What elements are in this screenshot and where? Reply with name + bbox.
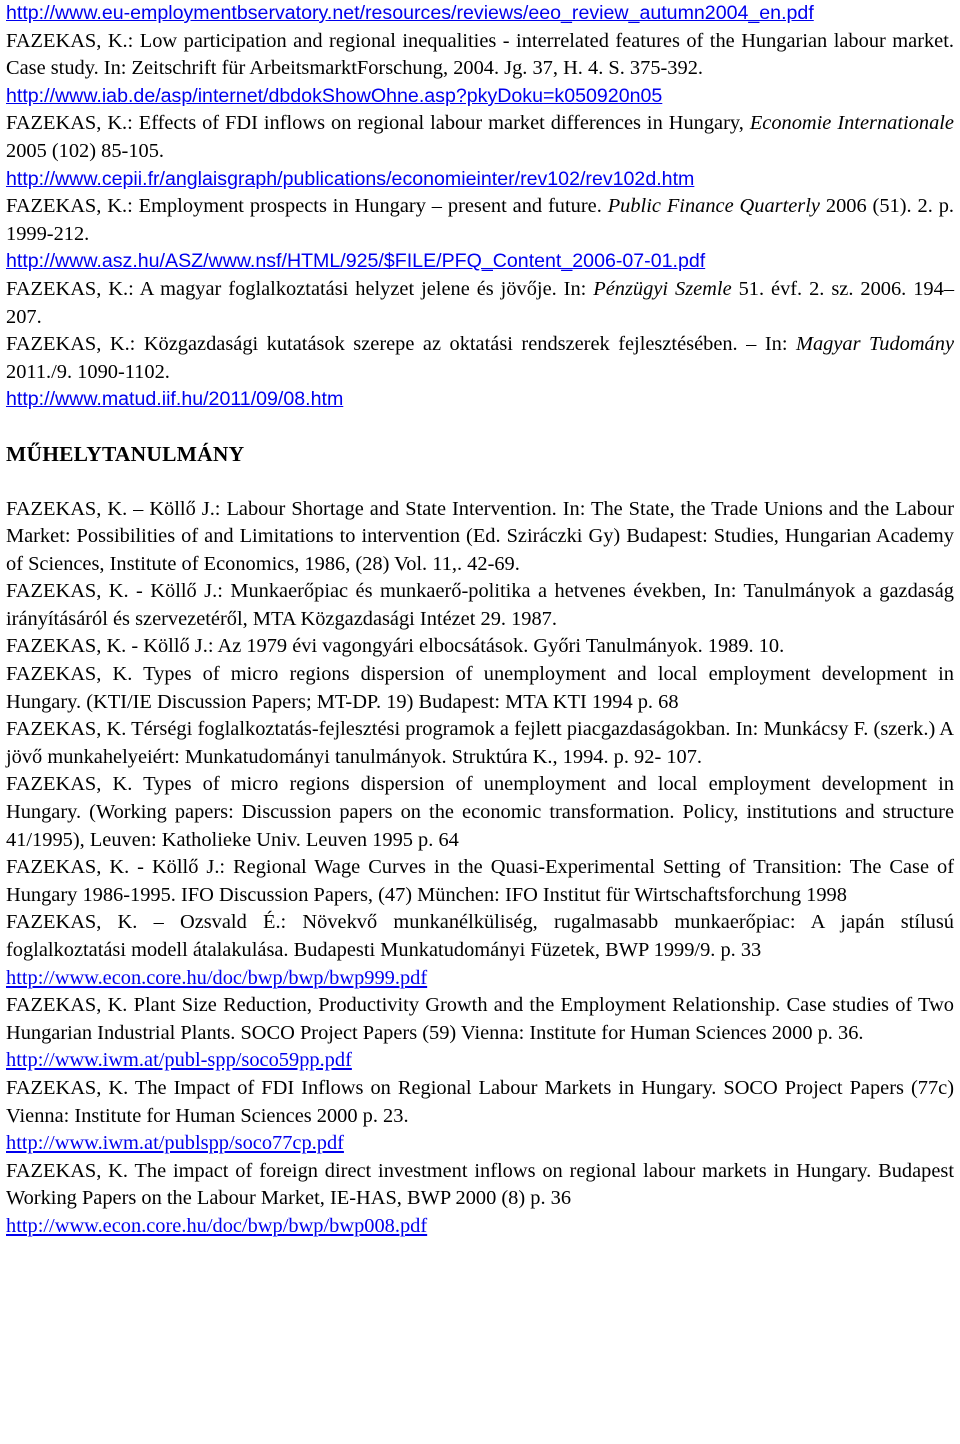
reference-text: FAZEKAS, K. Types of micro regions dispersion of unemployment and local employment development in Hungary. (Working papers: Discussion papers on the economic transformation. Policy, institutions and structure 41/1995), Leuven: Katholieke Univ. Leuven 1995 p. 64 <box>6 773 954 851</box>
citation-details: 2011./9. 1090-1102. <box>6 360 170 383</box>
reference-link[interactable]: http://www.econ.core.hu/doc/bwp/bwp/bwp008.pdf <box>6 1214 428 1237</box>
reference-entry <box>6 1158 954 1241</box>
reference-entry <box>6 633 954 661</box>
reference-link[interactable]: http://www.asz.hu/ASZ/www.nsf/HTML/925/$FILE/PFQ_Content_2006-07-01.pdf <box>6 250 706 273</box>
reference-entry <box>6 854 954 909</box>
reference-text: FAZEKAS, K. – Ozsvald É.: Növekvő munkanélküliség, rugalmasabb munkaerőpiac: A japán stílusú foglalkoztatási modell átalakulása. Budapesti Munkatudományi Füzetek, BWP 1999/9. p. 33 <box>6 911 954 961</box>
reference-text: FAZEKAS, K. - Köllő J.: Munkaerőpiac és munkaerő-politika a hetvenes években, In: Tanulmányok a gazdaság irányításáról és szervezetéről, MTA Közgazdasági Intézet 29. 1987. <box>6 580 954 630</box>
reference-entry <box>6 578 954 633</box>
reference-link[interactable]: http://www.iab.de/asp/internet/dbdokShowOhne.asp?pkyDoku=k050920n05 <box>6 84 663 107</box>
reference-text <box>6 110 954 165</box>
reference-link[interactable]: http://www.iwm.at/publ-spp/soco59pp.pdf <box>6 1049 352 1072</box>
reference-text: FAZEKAS, K. Térségi foglalkoztatás-fejlesztési programok a fejlett piacgazdaságokban. In: Munkácsy F. (szerk.) A jövő munkahelyeiért: Munkatudományi tanulmányok. Struktúra K., 1994. p. 92- 107. <box>6 718 954 768</box>
reference-entry <box>6 496 954 579</box>
journal-title: Economie Internationale <box>749 112 954 135</box>
reference-text: FAZEKAS, K. - Köllő J.: Regional Wage Curves in the Quasi-Experimental Setting of Transition: The Case of Hungary 1986-1995. IFO Discussion Papers, (47) München: IFO Institut für Wirtschaftsforchung 1998 <box>6 856 954 906</box>
reference-entry <box>6 1075 954 1158</box>
reference-entry <box>6 110 954 193</box>
reference-entry <box>6 276 954 331</box>
reference-text: FAZEKAS, K. The impact of foreign direct investment inflows on regional labour markets in Hungary. Budapest Working Papers on the Labour Market, IE-HAS, BWP 2000 (8) p. 36 <box>6 1159 954 1210</box>
reference-entry <box>6 716 954 771</box>
reference-link[interactable]: http://www.iwm.at/publspp/soco77cp.pdf <box>6 1132 344 1155</box>
citation-text: FAZEKAS, K.: Effects of FDI inflows on regional labour market differences in Hungary, <box>6 112 750 135</box>
reference-entry <box>6 661 954 716</box>
citation-details: 2005 (102) 85-105. <box>6 139 165 162</box>
citation-text: FAZEKAS, K.: Közgazdasági kutatások szerepe az oktatási rendszerek fejlesztésében. – In: <box>6 333 796 356</box>
reference-link[interactable]: http://www.matud.iif.hu/2011/09/08.htm <box>6 388 344 411</box>
journal-title: Magyar Tudomány <box>795 333 954 356</box>
journal-title: Public Finance Quarterly <box>607 195 820 218</box>
reference-text: FAZEKAS, K. Plant Size Reduction, Productivity Growth and the Employment Relationship. Case studies of Two Hungarian Industrial Plants. SOCO Project Papers (59) Vienna: Institute for Human Sciences 2000 p. 36. <box>6 994 954 1044</box>
reference-entry <box>6 0 954 110</box>
reference-text: FAZEKAS, K.: Low participation and regional inequalities - interrelated features of the Hungarian labour market. Case study. In: Zeitschrift für ArbeitsmarktForschung, 2004. Jg. 37, H. 4. S. 375-392. <box>6 29 954 80</box>
reference-entry <box>6 193 954 276</box>
reference-text: FAZEKAS, K. - Köllő J.: Az 1979 évi vagongyári elbocsátások. Győri Tanulmányok. 1989. 10. <box>6 635 785 658</box>
reference-text <box>6 331 954 386</box>
section-heading: MŰHELYTANULMÁNY <box>6 441 245 466</box>
reference-text: FAZEKAS, K. – Köllő J.: Labour Shortage and State Intervention. In: The State, the Trade Unions and the Labour Market: Possibilities of and Limitations to intervention (Ed. Sziráczki Gy) Budapest: Studies, Hungarian Academy of Sciences, Institute of Economics, 1986, (28) Vol. 11,. 42-69. <box>6 497 954 575</box>
reference-link[interactable]: http://www.eu-employmentbservatory.net/resources/reviews/eeo_review_autumn2004_en.pdf <box>6 2 814 24</box>
reference-link[interactable]: http://www.cepii.fr/anglaisgraph/publications/economieinter/rev102/rev102d.htm <box>6 167 695 190</box>
reference-entry <box>6 771 954 854</box>
journal-title: Pénzügyi Szemle <box>593 277 732 300</box>
reference-link[interactable]: http://www.econ.core.hu/doc/bwp/bwp/bwp999.pdf <box>6 966 428 989</box>
reference-text: FAZEKAS, K. Types of micro regions dispersion of unemployment and local employment development in Hungary. (KTI/IE Discussion Papers; MT-DP. 19) Budapest: MTA KTI 1994 p. 68 <box>6 663 954 713</box>
reference-text <box>6 193 954 248</box>
reference-text: FAZEKAS, K. The Impact of FDI Inflows on Regional Labour Markets in Hungary. SOCO Project Papers (77c) Vienna: Institute for Human Sciences 2000 p. 23. <box>6 1076 954 1127</box>
citation-details: 51. évf. 2. sz. 2006. 194–207. <box>6 277 955 328</box>
reference-entry <box>6 992 954 1075</box>
citation-text: FAZEKAS, K.: A magyar foglalkoztatási helyzet jelene és jövője. In: <box>6 277 594 300</box>
reference-text <box>6 276 954 331</box>
citation-text: FAZEKAS, K.: Employment prospects in Hungary – present and future. <box>6 195 608 218</box>
citation-details: 2006 (51). 2. p. 1999-212. <box>6 195 955 245</box>
reference-entry <box>6 909 954 992</box>
reference-entry <box>6 331 954 414</box>
